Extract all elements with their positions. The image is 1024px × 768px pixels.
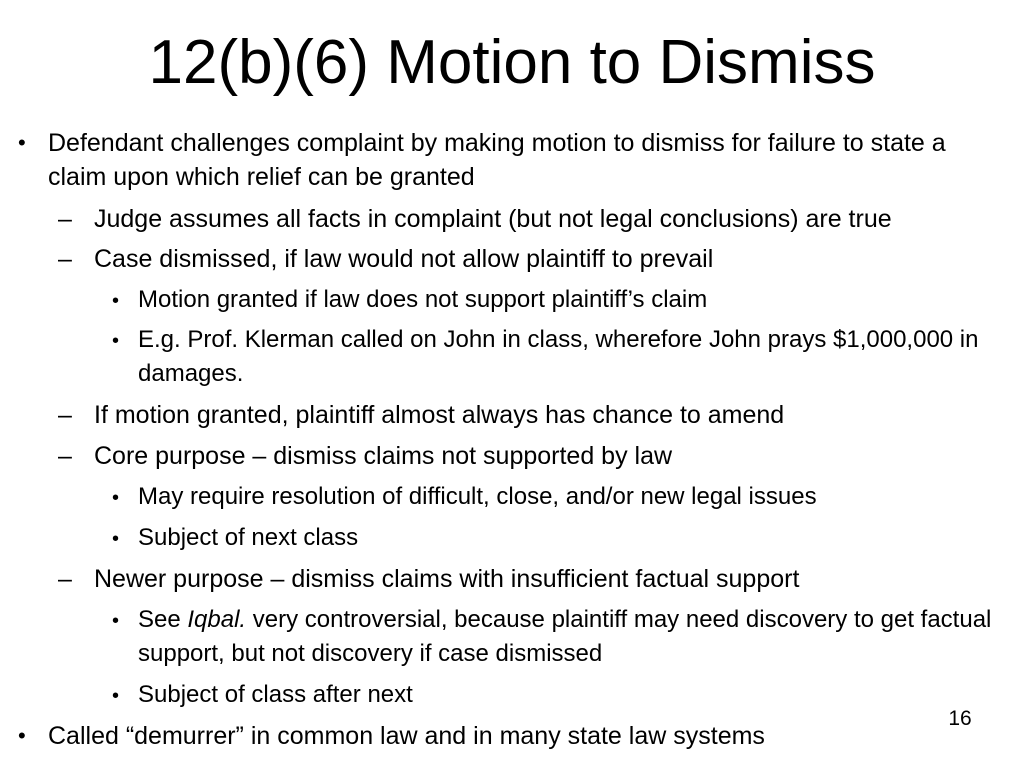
bullet-item-level3 — [112, 323, 1017, 391]
bullet-text: E.g. Prof. Klerman called on John in class, wherefore John prays $1,000,000 in damages. — [138, 326, 979, 387]
bullet-item-level3 — [112, 283, 1017, 317]
bullet-item-level3 — [112, 603, 1017, 671]
bullet-marker: • — [18, 130, 26, 155]
bullet-item-level1 — [18, 719, 988, 753]
dash-marker: – — [58, 245, 72, 273]
bullet-item-level1 — [18, 126, 988, 194]
dash-text: Core purpose – dismiss claims not supported by law — [94, 442, 673, 470]
bullet-item-level3 — [112, 521, 1017, 555]
dash-text: If motion granted, plaintiff almost always has chance to amend — [94, 401, 785, 429]
dash-marker: – — [58, 565, 72, 593]
dash-item-level2 — [58, 439, 998, 473]
dash-marker: – — [58, 442, 72, 470]
bullet-marker: • — [112, 330, 120, 352]
bullet-marker: • — [112, 487, 120, 509]
bullet-text: Subject of next class — [138, 524, 359, 551]
bullet-text: Called “demurrer” in common law and in many state law systems — [48, 722, 765, 750]
bullet-text: Defendant challenges complaint by making motion to dismiss for failure to state a claim upon which relief can be granted — [48, 129, 946, 191]
dash-marker: – — [58, 401, 72, 429]
bullet-item-level3 — [112, 480, 1017, 514]
dash-item-level2 — [58, 398, 998, 432]
dash-item-level2 — [58, 562, 998, 596]
bullet-marker: • — [112, 610, 120, 632]
dash-text: Newer purpose – dismiss claims with insufficient factual support — [94, 565, 800, 593]
bullet-marker: • — [112, 290, 120, 312]
slide-title: 12(b)(6) Motion to Dismiss — [148, 28, 876, 97]
bullet-item-level3 — [112, 678, 1017, 712]
dash-item-level2 — [58, 242, 998, 276]
bullet-marker: • — [112, 528, 120, 550]
case-name-italic: Iqbal. — [187, 606, 247, 633]
bullet-text: Motion granted if law does not support plaintiff’s claim — [138, 286, 708, 313]
bullet-text-after: very controversial, because plaintiff may need discovery to get factual support, but not discovery if case dismissed — [138, 606, 992, 667]
bullet-text-before: See — [138, 606, 188, 633]
bullet-text: Subject of class after next — [138, 681, 413, 708]
dash-item-level2 — [58, 202, 998, 236]
bullet-marker: • — [112, 685, 120, 707]
dash-text: Case dismissed, if law would not allow plaintiff to prevail — [94, 245, 714, 273]
bullet-text: May require resolution of difficult, close, and/or new legal issues — [138, 483, 817, 510]
dash-marker: – — [58, 205, 72, 233]
slide-page-number: 16 — [948, 707, 972, 730]
dash-text: Judge assumes all facts in complaint (but not legal conclusions) are true — [94, 205, 892, 233]
bullet-marker: • — [18, 723, 26, 748]
